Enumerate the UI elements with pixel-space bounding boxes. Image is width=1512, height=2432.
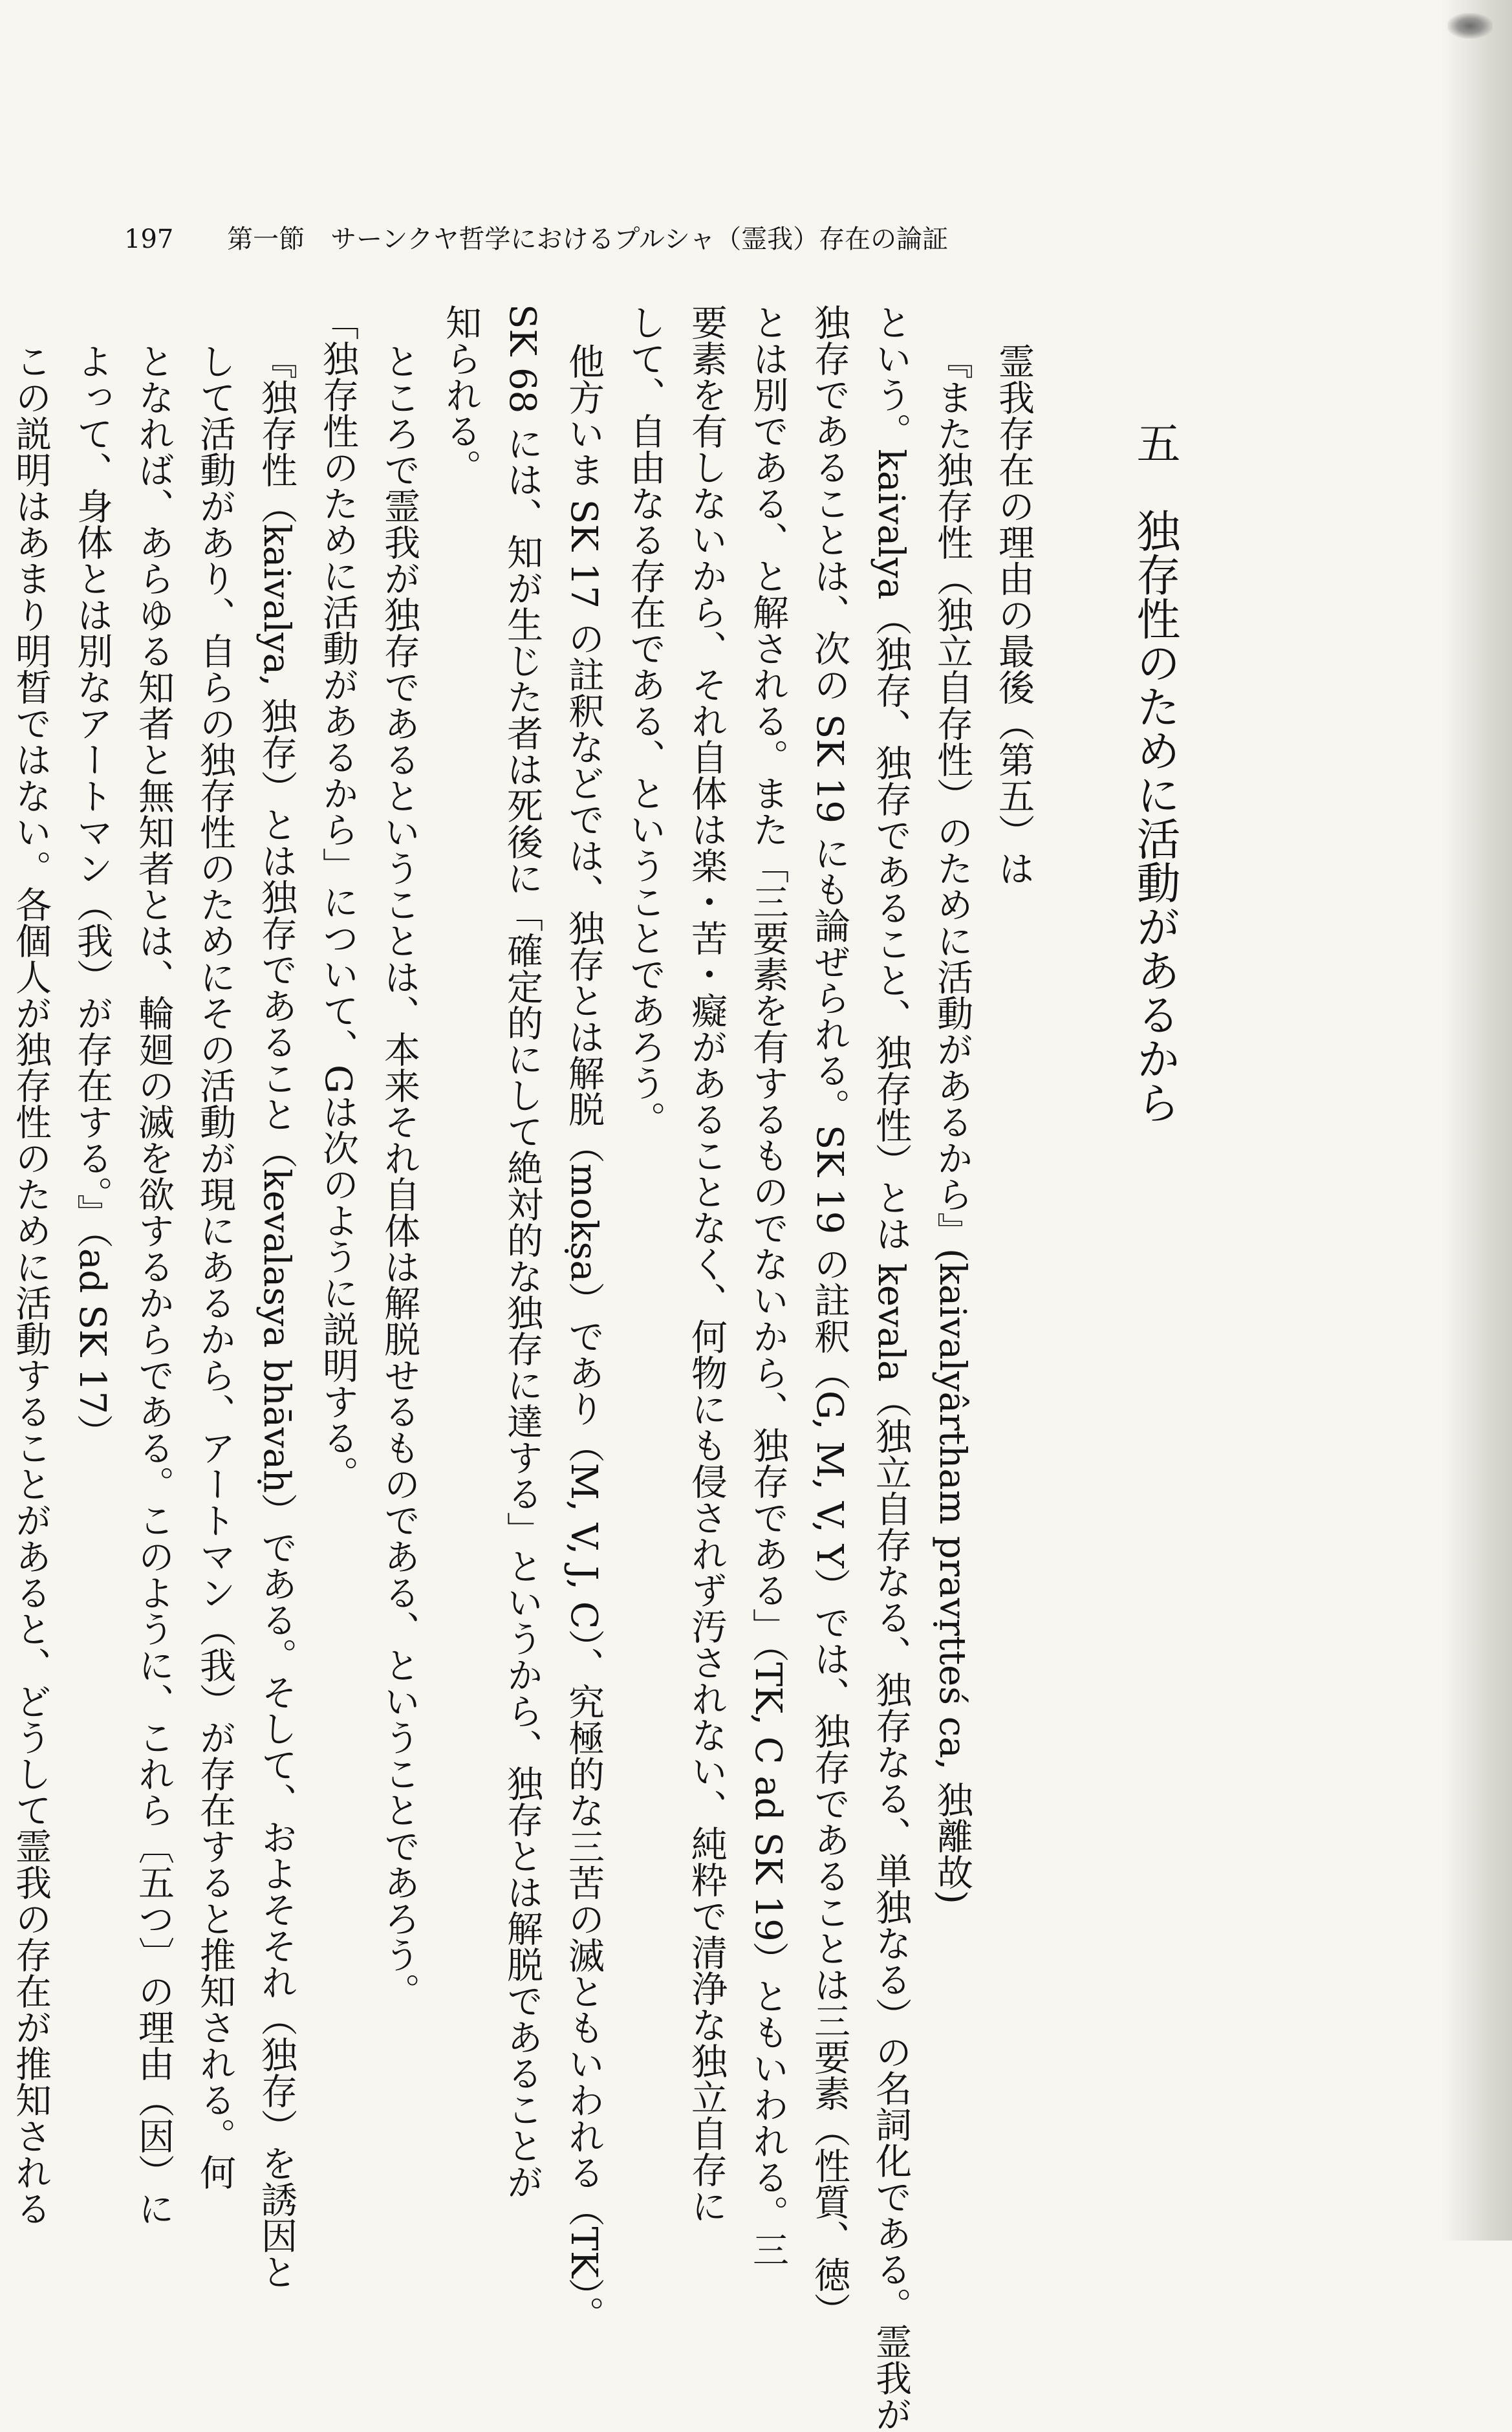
text-column: SK 68 には、知が生じた者は死後に「確定的にして絶対的な独存に達する」というから、独存とは解脱であることが (501, 304, 543, 2200)
section-heading: 五 独存性のために活動があるから (1129, 420, 1180, 1124)
text-column: この説明はあまり明晳ではない。各個人が独存性のために活動することがあると、どうして霊我の存在が推知される (10, 343, 52, 2226)
text-column: とは別である、と解される。また「三要素を有するものでないから、独存である」（TK, C ad SK 19）ともいわれる。三 (747, 304, 789, 2268)
spacer (1044, 304, 1106, 1792)
chapter-title: 第一節 サーンクヤ哲学におけるプルシャ（霊我）存在の論証 (227, 224, 949, 254)
page-number: 197 (124, 224, 174, 254)
text-column: して、自由なる存在である、ということであろう。 (624, 304, 666, 1137)
vertical-body-text (10, 304, 1203, 2432)
text-column: 「独存性のために活動があるから」について、Gは次のように説明する。 (317, 304, 359, 1492)
text-column: よって、身体とは別なアートマン（我）が存在する。』（ad SK 17） (71, 343, 113, 1451)
text-column: という。kaivalya（独存、独存であること、独存性）とは kevala（独立自存なる、独存なる、単独なる）の名詞化である。霊我が (870, 304, 912, 2432)
scan-edge-shadow (1441, 0, 1512, 2241)
running-head (124, 220, 1224, 259)
scan-artifact (1447, 13, 1493, 39)
text-column: 霊我存在の理由の最後（第五）は (993, 343, 1035, 886)
text-column: して活動があり、自らの独存性のためにその活動が現にあるから、アートマン（我）が存在すると推知される。何 (194, 343, 236, 2190)
text-column: 要素を有しないから、それ自体は楽・苦・癡があることなく、何物にも侵されず汚されない、純粋で清浄な独立自存に (686, 304, 728, 2224)
text-column: 独存であることは、次の SK 19 にも論ぜられる。SK 19 の註釈（G, M, V, Y）では、独存であることは三要素（性質、徳） (808, 304, 850, 2329)
text-column: 他方いま SK 17 の註釈などでは、独存とは解脱（mokṣa）であり（M, V, J, C）、究極的な三苦の滅ともいわれる（TK）。 (563, 343, 605, 2332)
text-column: 『また独存性（独立自存性）のために活動があるから』(kaivalyârtham pravṛtteś ca, 独離故) (931, 343, 973, 1904)
text-column: 知られる。 (440, 304, 482, 485)
text-column: ところで霊我が独存であるということは、本来それ自体は解脱せるものである、ということであろう。 (378, 343, 420, 2009)
text-column: 『独存性（kaivalya, 独存）とは独存であること（kevalasya bhāvaḥ）である。そして、およそそれ（独存）を誘因と (255, 343, 297, 2290)
text-column: となれば、あらゆる知者と無知者とは、輪廻の滅を欲するからである。このように、これら〔五つ〕の理由（因）に (133, 343, 175, 2226)
